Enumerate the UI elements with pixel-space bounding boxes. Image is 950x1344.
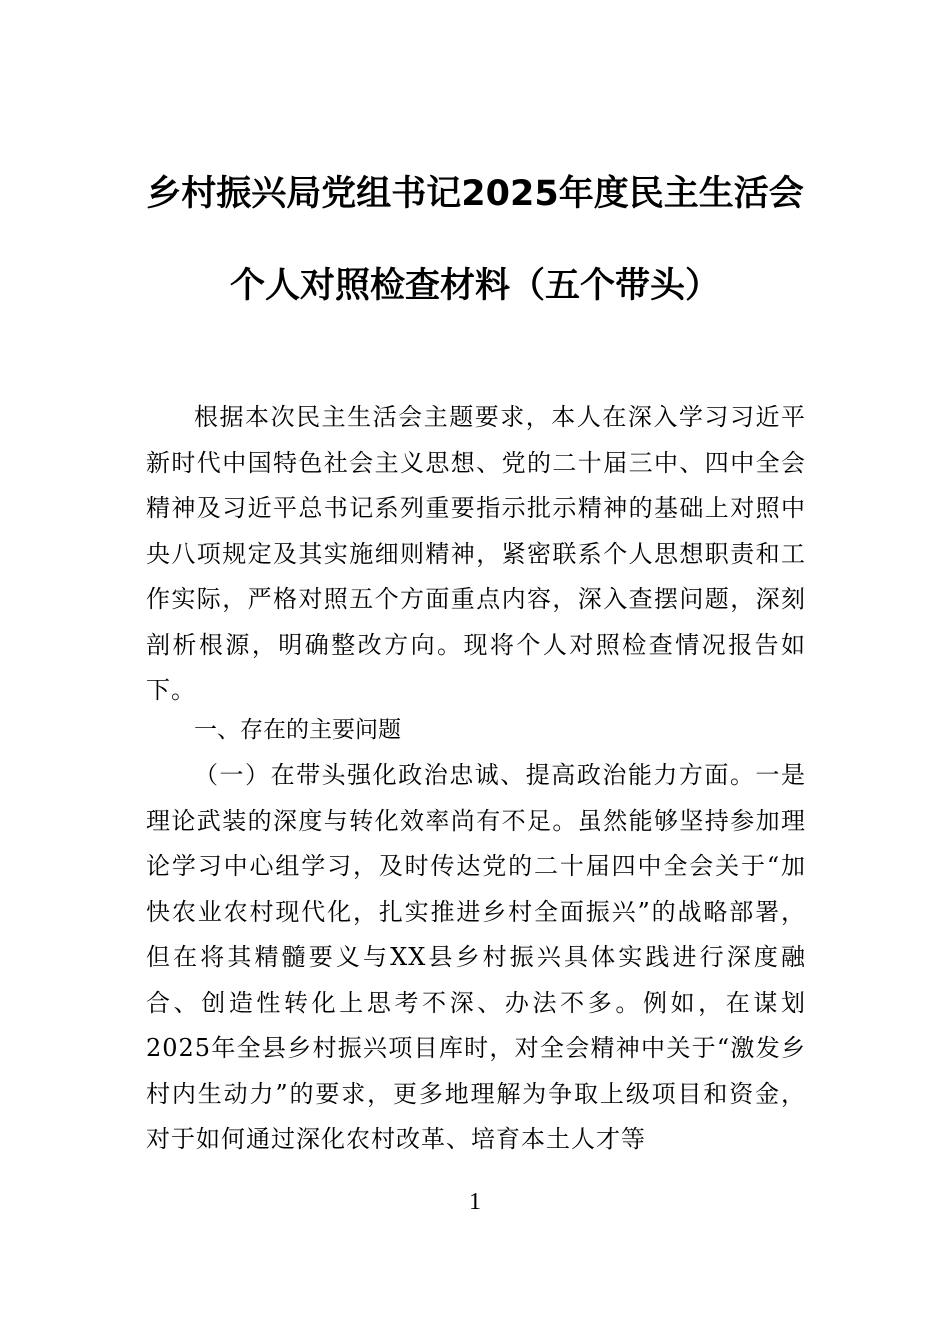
problem-paragraph-1: （一）在带头强化政治忠诚、提高政治能力方面。一是理论武装的深度与转化效率尚有不足。虽然能够坚持参加理论学习中心组学习，及时传达党的二十届四中全会关于“加快农业农村现代化，扎实推进乡村全面振兴”的战略部署，但在将其精髓要义与XX县乡村振兴具体实践进行深度融合、创造性转化上思考不深、办法不多。例如，在谋划2025年全县乡村振兴项目库时，对全会精神中关于“激发乡村内生动力”的要求，更多地理解为争取上级项目和资金，对于如何通过深化农村改革、培育本土人才等 bbox=[146, 761, 806, 1153]
page-number: 1 bbox=[469, 1189, 481, 1215]
intro-paragraph: 根据本次民主生活会主题要求，本人在深入学习习近平新时代中国特色社会主义思想、党的二十届三中、四中全会精神及习近平总书记系列重要指示批示精神的基础上对照中央八项规定及其实施细则精神，紧密联系个人思想职责和工作实际，严格对照五个方面重点内容，深入查摆问题，深刻剖析根源，明确整改方向。现将个人对照检查情况报告如下。 bbox=[146, 403, 806, 704]
document-title-line-1: 乡村振兴局党组书记2025年度民主生活会 bbox=[146, 174, 804, 214]
section-heading-main-problems: 一、存在的主要问题 bbox=[194, 717, 401, 743]
document-title-line-2: 个人对照检查材料（五个带头） bbox=[229, 266, 720, 306]
